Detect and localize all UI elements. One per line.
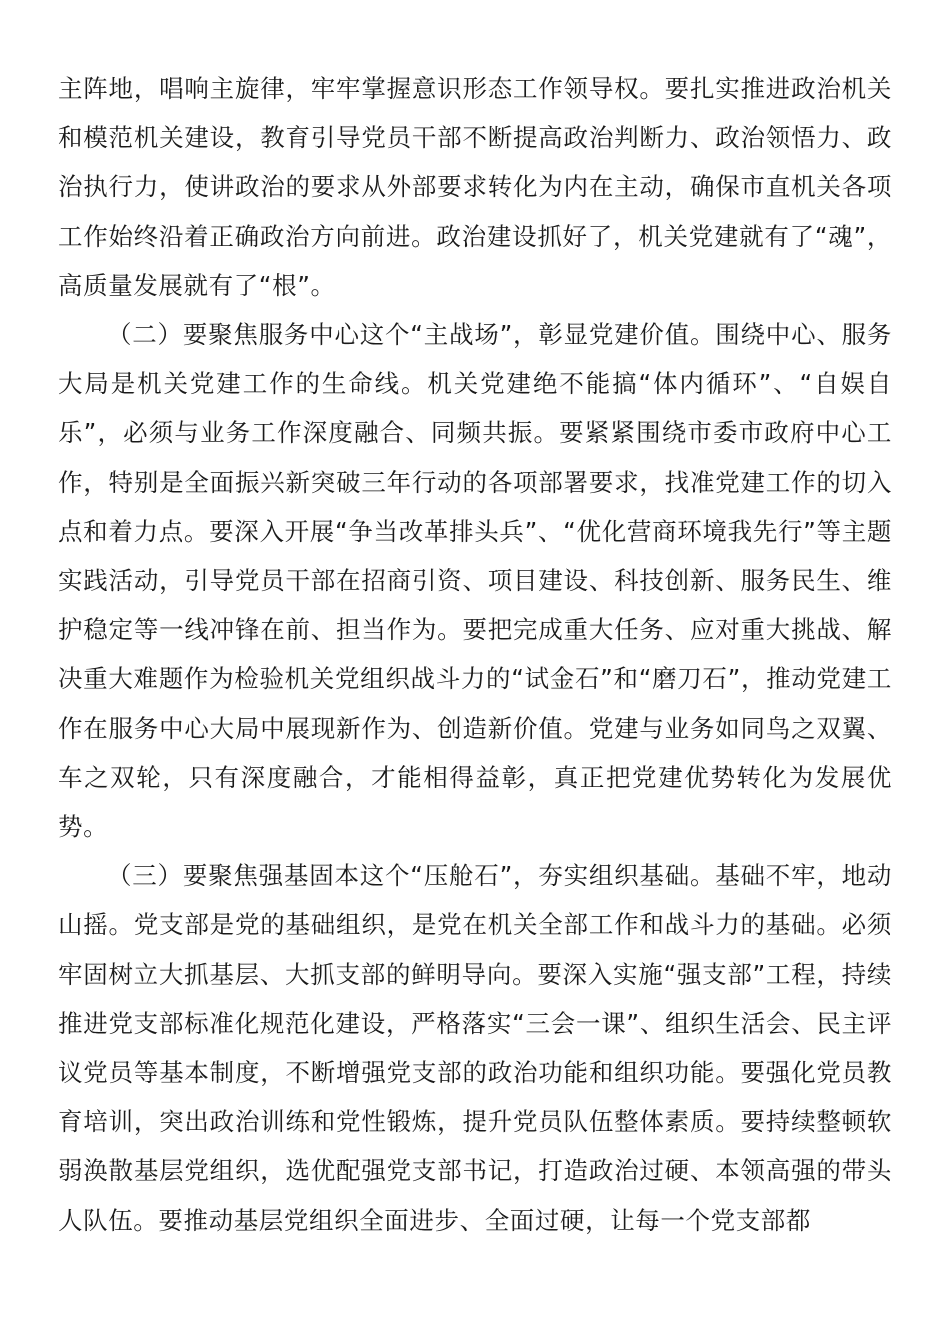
document-page (58, 64, 892, 1245)
paragraph-continued: 主阵地，唱响主旋律，牢牢掌握意识形态工作领导权。要扎实推进政治机关和模范机关建设，教育引导党员干部不断提高政治判断力、政治领悟力、政治执行力，使讲政治的要求从外部要求转化为内在主动，确保市直机关各项工作始终沿着正确政治方向前进。政治建设抓好了，机关党建就有了“魂”，高质量发展就有了“根”。 (58, 74, 892, 300)
paragraph-section-three: （三）要聚焦强基固本这个“压舱石”，夯实组织基础。基础不牢，地动山摇。党支部是党的基础组织，是党在机关全部工作和战斗力的基础。必须牢固树立大抓基层、大抓支部的鲜明导向。要深入实施“强支部”工程，持续推进党支部标准化规范化建设，严格落实“三会一课”、组织生活会、民主评议党员等基本制度，不断增强党支部的政治功能和组织功能。要强化党员教育培训，突出政治训练和党性锻炼，提升党员队伍整体素质。要持续整顿软弱涣散基层党组织，选优配强党支部书记，打造政治过硬、本领高强的带头人队伍。要推动基层党组织全面进步、全面过硬，让每一个党支部都 (58, 861, 892, 1235)
paragraph-section-two: （二）要聚焦服务中心这个“主战场”，彰显党建价值。围绕中心、服务大局是机关党建工作的生命线。机关党建绝不能搞“体内循环”、“自娱自乐”，必须与业务工作深度融合、同频共振。要紧紧围绕市委市政府中心工作，特别是全面振兴新突破三年行动的各项部署要求，找准党建工作的切入点和着力点。要深入开展“争当改革排头兵”、“优化营商环境我先行”等主题实践活动，引导党员干部在招商引资、项目建设、科技创新、服务民生、维护稳定等一线冲锋在前、担当作为。要把完成重大任务、应对重大挑战、解决重大难题作为检验机关党组织战斗力的“试金石”和“磨刀石”，推动党建工作在服务中心大局中展现新作为、创造新价值。党建与业务如同鸟之双翼、车之双轮，只有深度融合，才能相得益彰，真正把党建优势转化为发展优势。 (58, 320, 892, 842)
